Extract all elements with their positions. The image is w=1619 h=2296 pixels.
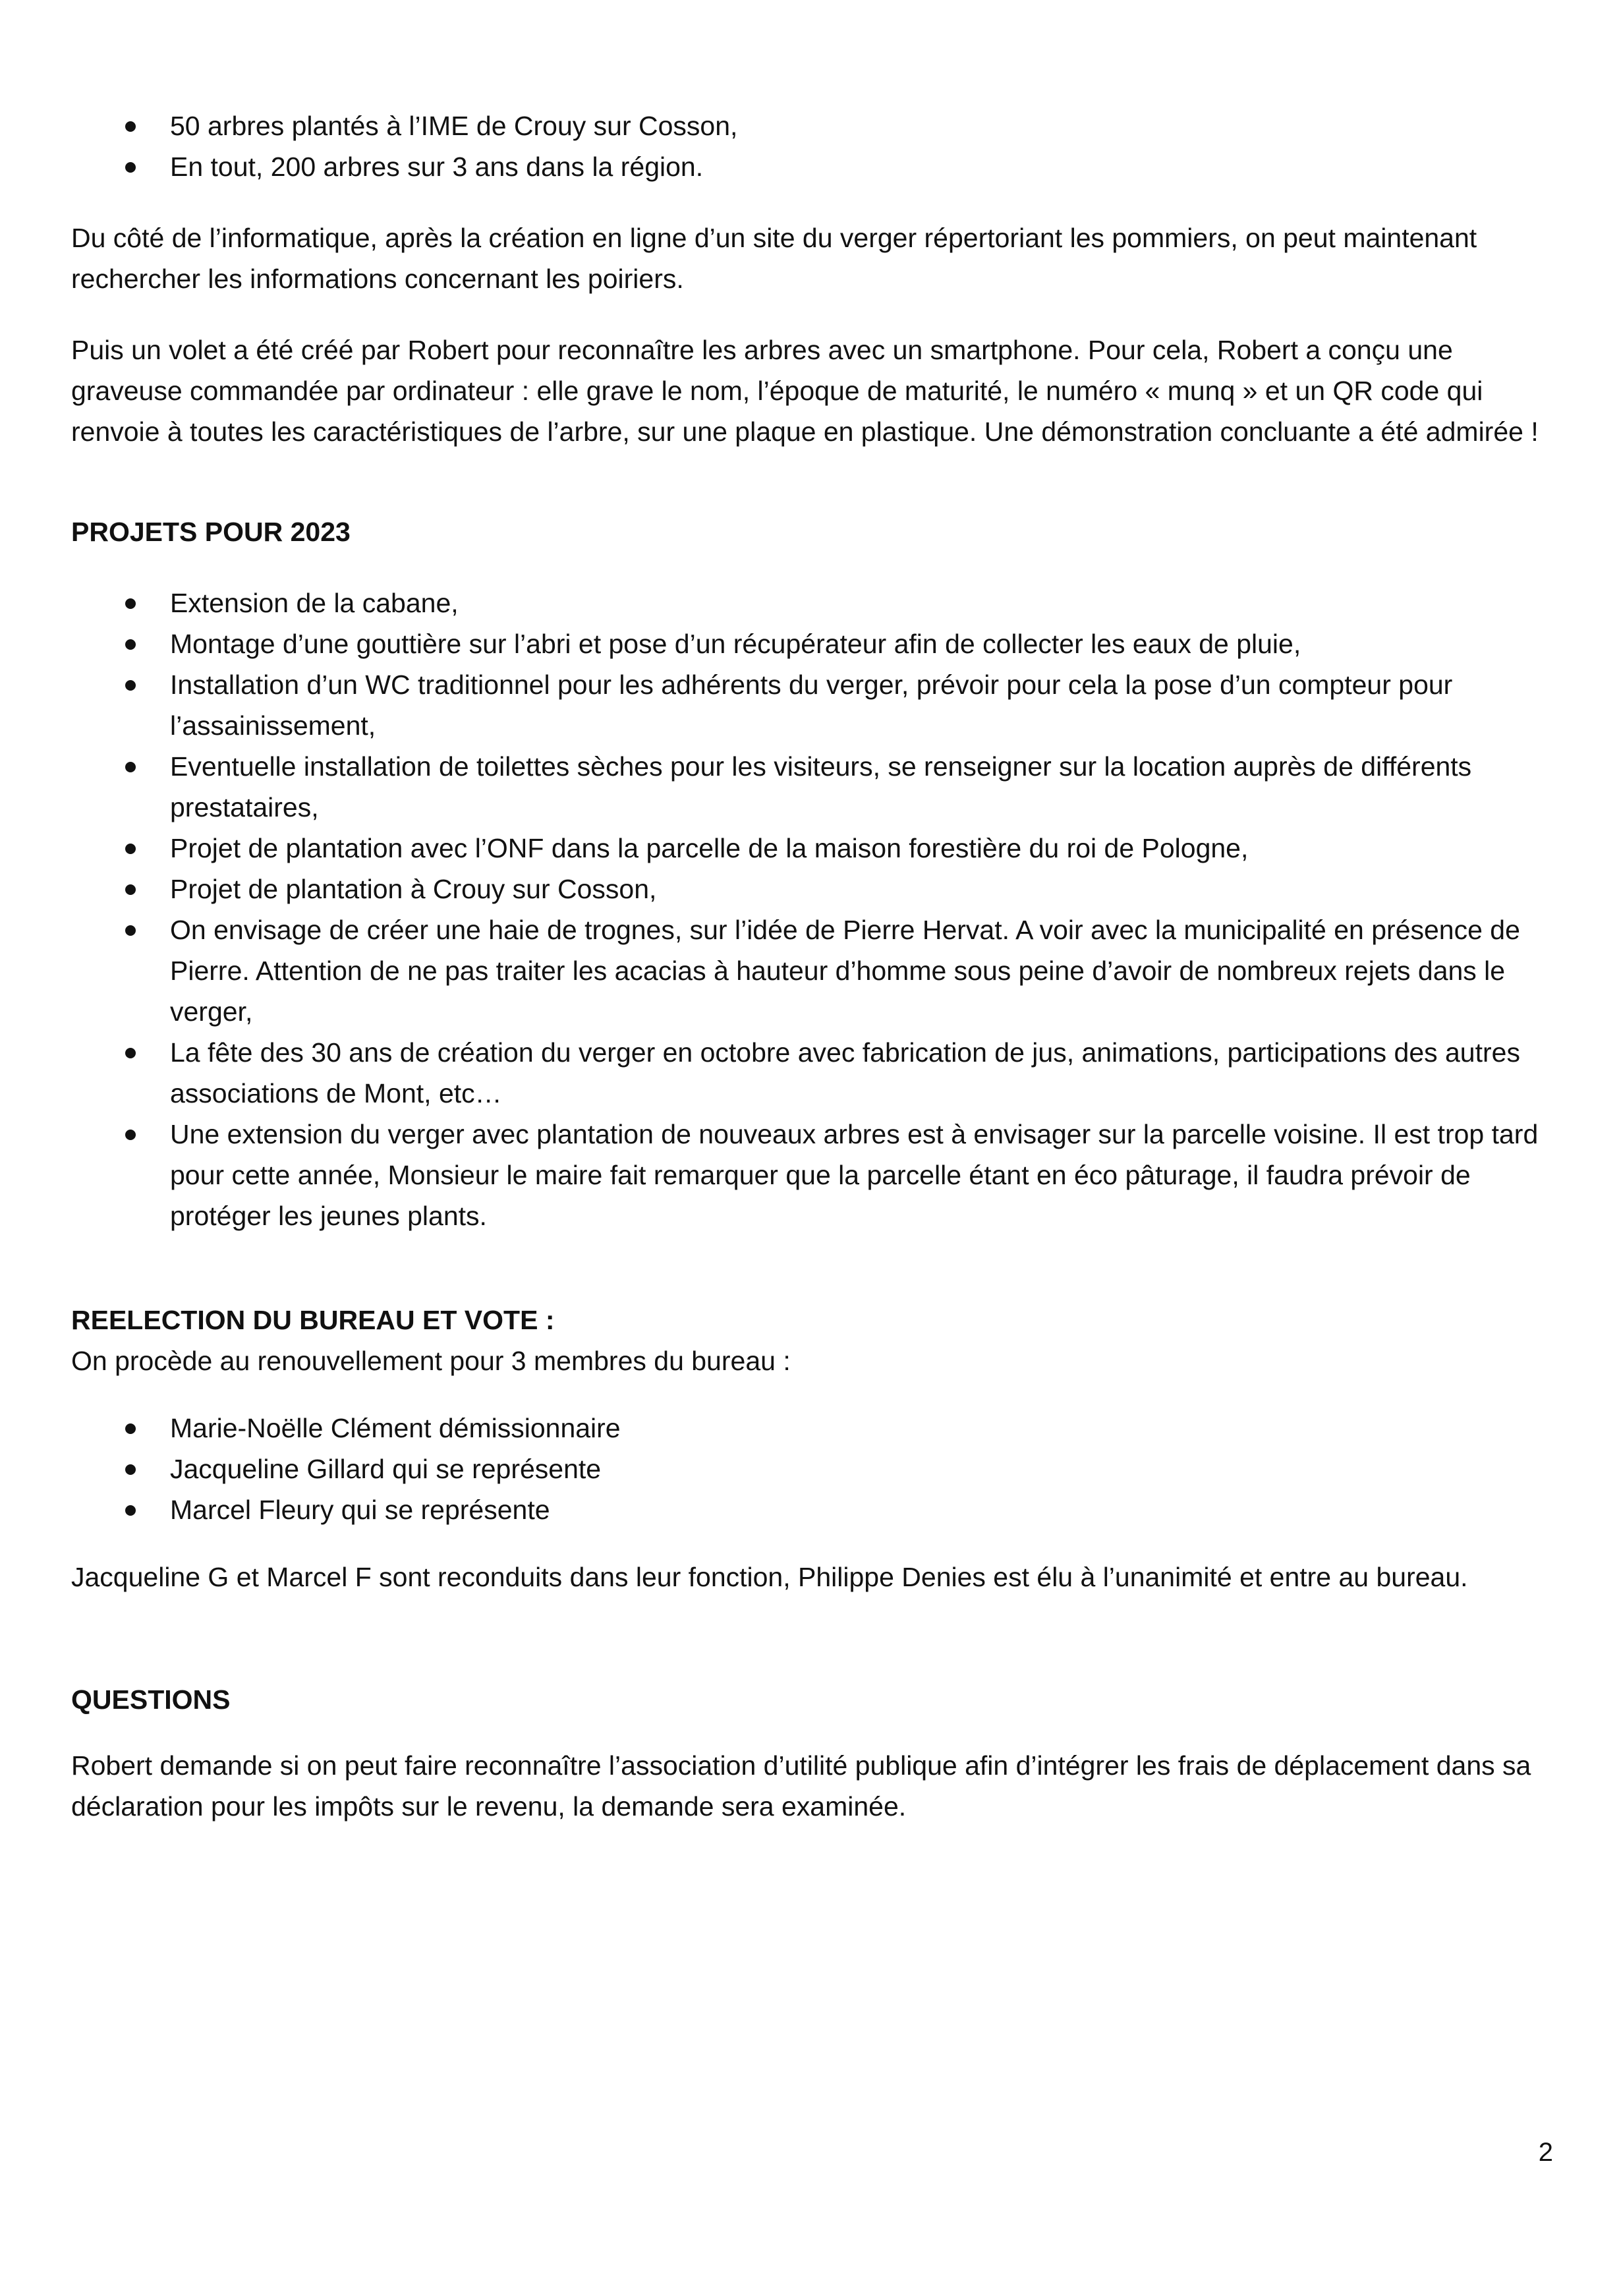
list-item: Installation d’un WC traditionnel pour les adhérents du verger, prévoir pour cela la pose d’un compteur pour l’assainissement, [71, 664, 1554, 746]
list-item: Jacqueline Gillard qui se représente [71, 1449, 1554, 1489]
page-number: 2 [1538, 2138, 1553, 2167]
intro-list [71, 105, 1554, 187]
list-item: On envisage de créer une haie de trognes, sur l’idée de Pierre Hervat. A voir avec la municipalité en présence de Pierre. Attention de ne pas traiter les acacias à hauteur d’homme sous peine d’avoir de nombreux rejets dans le verger, [71, 909, 1554, 1032]
list-item: Montage d’une gouttière sur l’abri et pose d’un récupérateur afin de collecter les eaux de pluie, [71, 623, 1554, 664]
questions-text: Robert demande si on peut faire reconnaître l’association d’utilité publique afin d’intégrer les frais de déplacement dans sa déclaration pour les impôts sur le revenu, la demande sera examinée. [71, 1750, 1531, 1822]
reelection-intro: On procède au renouvellement pour 3 membres du bureau : [71, 1346, 791, 1376]
list-item: Marcel Fleury qui se représente [71, 1489, 1554, 1530]
list-item: La fête des 30 ans de création du verger en octobre avec fabrication de jus, animations, participations des autres associations de Mont, etc… [71, 1032, 1554, 1114]
list-item: En tout, 200 arbres sur 3 ans dans la région. [71, 146, 1554, 187]
paragraph-informatique: Du côté de l’informatique, après la création en ligne d’un site du verger répertoriant les pommiers, on peut maintenant rechercher les informations concernant les poiriers. [71, 223, 1477, 294]
projets-list [71, 583, 1554, 1236]
section-heading-reelection: REELECTION DU BUREAU ET VOTE : [71, 1305, 555, 1335]
list-item: Une extension du verger avec plantation de nouveaux arbres est à envisager sur la parcelle voisine. Il est trop tard pour cette année, Monsieur le maire fait remarquer que la parcelle étant en éco pâturage, il faudra prévoir de protéger les jeunes plants. [71, 1114, 1554, 1236]
list-item: 50 arbres plantés à l’IME de Crouy sur Cosson, [71, 105, 1554, 146]
section-heading-questions: QUESTIONS [71, 1684, 231, 1715]
document-page [71, 105, 1554, 1827]
paragraph-smartphone: Puis un volet a été créé par Robert pour reconnaître les arbres avec un smartphone. Pour cela, Robert a conçu une graveuse commandée par ordinateur : elle grave le nom, l’époque de maturité, le numéro « munq » et un QR code qui renvoie à toutes les caractéristiques de l’arbre, sur une plaque en plastique. Une démonstration concluante a été admirée ! [71, 335, 1539, 447]
reelection-list [71, 1408, 1554, 1530]
list-item: Marie-Noëlle Clément démissionnaire [71, 1408, 1554, 1449]
list-item: Extension de la cabane, [71, 583, 1554, 623]
section-heading-projets: PROJETS POUR 2023 [71, 517, 351, 547]
reelection-result: Jacqueline G et Marcel F sont reconduits dans leur fonction, Philippe Denies est élu à l’unanimité et entre au bureau. [71, 1562, 1468, 1592]
list-item: Projet de plantation à Crouy sur Cosson, [71, 869, 1554, 909]
list-item: Projet de plantation avec l’ONF dans la parcelle de la maison forestière du roi de Pologne, [71, 828, 1554, 869]
list-item: Eventuelle installation de toilettes sèches pour les visiteurs, se renseigner sur la location auprès de différents prestataires, [71, 746, 1554, 828]
